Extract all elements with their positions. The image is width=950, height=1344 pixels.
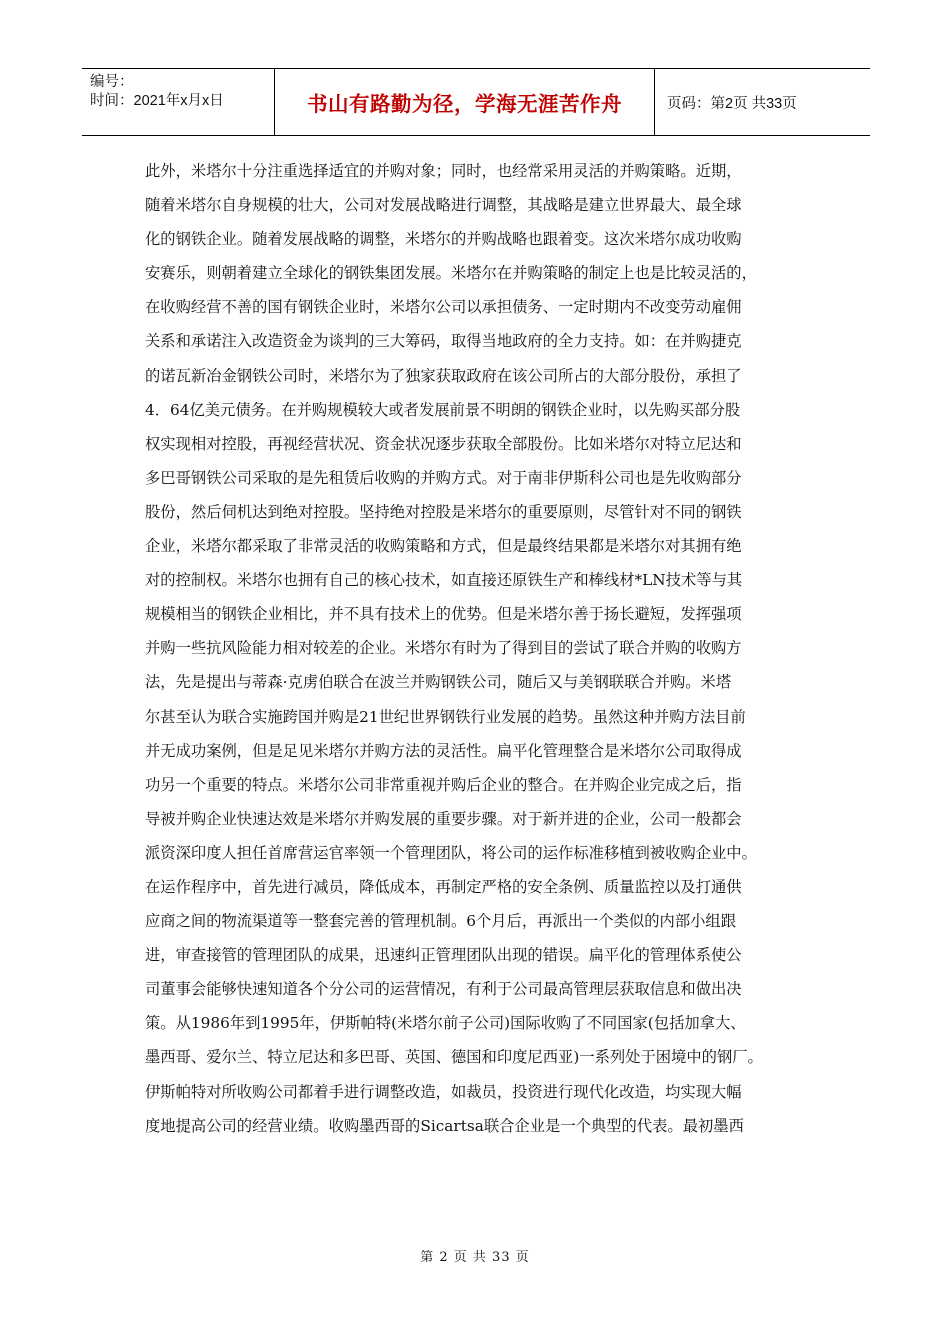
body-line-text: 策。从1986年到1995年，伊斯帕特(米塔尔前子公司)国际收购了不同国家(包括加拿大、 — [145, 1014, 746, 1033]
body-line-text: 度地提高公司的经营业绩。收购墨西哥的Sicartsa联合企业是一个典型的代表。最初墨西 — [145, 1116, 744, 1135]
body-line-text: 司董事会能够快速知道各个分公司的运营情况，有利于公司最高管理层获取信息和做出决 — [145, 980, 742, 999]
body-line-text: 权实现相对控股，再视经营状况、资金状况逐步获取全部股份。比如米塔尔对特立尼达和 — [145, 434, 742, 453]
body-line — [145, 359, 810, 393]
body-line-text: 在收购经营不善的国有钢铁企业时，米塔尔公司以承担债务、一定时期内不改变劳动雇佣 — [145, 298, 742, 317]
body-line-text: 导被并购企业快速达效是米塔尔并购发展的重要步骤。对于新并进的企业，公司一般都会 — [145, 809, 742, 828]
body-line — [145, 461, 810, 495]
body-line — [145, 972, 810, 1006]
body-line-text: 随着米塔尔自身规模的壮大，公司对发展战略进行调整，其战略是建立世界最大、最全球 — [145, 196, 742, 215]
document-time-label: 时间：2021年x月x日 — [90, 93, 224, 109]
body-line — [145, 1006, 810, 1040]
header-page-info: 页码：第2页 共33页 — [667, 95, 797, 112]
body-line-text: 企业，米塔尔都采取了非常灵活的收购策略和方式，但是最终结果都是米塔尔对其拥有绝 — [145, 537, 742, 556]
body-line-text: 安赛乐，则朝着建立全球化的钢铁集团发展。米塔尔在并购策略的制定上也是比较灵活的， — [145, 264, 757, 283]
body-text — [145, 154, 810, 1143]
header-page-cell — [655, 69, 870, 135]
body-line-text: 化的钢铁企业。随着发展战略的调整，米塔尔的并购战略也跟着变。这次米塔尔成功收购 — [145, 230, 742, 249]
body-line — [145, 802, 810, 836]
header-meta-cell — [82, 69, 275, 135]
body-line — [145, 938, 810, 972]
body-line-text: 规模相当的钢铁企业相比，并不具有技术上的优势。但是米塔尔善于扬长避短，发挥强项 — [145, 605, 742, 624]
body-line — [145, 631, 810, 665]
body-line — [145, 529, 810, 563]
body-line-text: 法，先是提出与蒂森·克虏伯联合在波兰并购钢铁公司，随后又与美钢联联合并购。米塔 — [145, 673, 732, 692]
body-line-text: 此外，米塔尔十分注重选择适宜的并购对象；同时，也经常采用灵活的并购策略。近期， — [145, 162, 742, 180]
page-footer — [0, 1246, 950, 1265]
page-header-table — [82, 68, 870, 136]
body-line-text: 并购一些抗风险能力相对较差的企业。米塔尔有时为了得到目的尝试了联合并购的收购方 — [145, 639, 742, 658]
body-line-text: 股份，然后伺机达到绝对控股。坚持绝对控股是米塔尔的重要原则，尽管针对不同的钢铁 — [145, 502, 742, 521]
body-line — [145, 154, 810, 188]
body-line — [145, 1109, 810, 1143]
body-line-text: 4．64亿美元债务。在并购规模较大或者发展前景不明朗的钢铁企业时，以先购买部分股 — [145, 400, 741, 419]
body-line-text: 关系和承诺注入改造资金为谈判的三大筹码，取得当地政府的全力支持。如：在并购捷克 — [145, 332, 742, 351]
body-line — [145, 563, 810, 597]
body-line — [145, 836, 810, 870]
body-line — [145, 1075, 810, 1109]
footer-page-number: 第 2 页 共 33 页 — [420, 1250, 530, 1265]
body-line-text: 并无成功案例，但是足见米塔尔并购方法的灵活性。扁平化管理整合是米塔尔公司取得成 — [145, 741, 742, 760]
body-line-text: 对的控制权。米塔尔也拥有自己的核心技术，如直接还原铁生产和棒线材*LN技术等与其 — [145, 571, 743, 590]
body-line — [145, 495, 810, 529]
body-line — [145, 904, 810, 938]
body-line-text: 伊斯帕特对所收购公司都着手进行调整改造，如裁员，投资进行现代化改造，均实现大幅 — [145, 1082, 742, 1101]
body-line-text: 多巴哥钢铁公司采取的是先租赁后收购的并购方式。对于南非伊斯科公司也是先收购部分 — [145, 468, 742, 487]
body-line — [145, 290, 810, 324]
body-line — [145, 1040, 810, 1074]
body-line-text: 墨西哥、爱尔兰、特立尼达和多巴哥、英国、德国和印度尼西亚)一系列处于困境中的钢厂。 — [145, 1048, 763, 1067]
body-line — [145, 665, 810, 699]
body-line-text: 在运作程序中，首先进行减员，降低成本，再制定严格的安全条例、质量监控以及打通供 — [145, 877, 742, 896]
body-line-text: 应商之间的物流渠道等一整套完善的管理机制。6个月后，再派出一个类似的内部小组跟 — [145, 912, 737, 931]
header-motto: 书山有路勤为径，学海无涯苦作舟 — [307, 92, 622, 116]
body-line — [145, 188, 810, 222]
body-line — [145, 768, 810, 802]
body-line — [145, 870, 810, 904]
body-line — [145, 597, 810, 631]
body-line — [145, 393, 810, 427]
body-line — [145, 256, 810, 290]
body-line — [145, 734, 810, 768]
body-line — [145, 700, 810, 734]
body-line — [145, 427, 810, 461]
body-line-text: 派资深印度人担任首席营运官率领一个管理团队，将公司的运作标准移植到被收购企业中。 — [145, 843, 757, 862]
body-line — [145, 222, 810, 256]
body-line-text: 尔甚至认为联合实施跨国并购是21世纪世界钢铁行业发展的趋势。虽然这种并购方法目前 — [145, 707, 746, 726]
body-line-text: 功另一个重要的特点。米塔尔公司非常重视并购后企业的整合。在并购企业完成之后，指 — [145, 775, 742, 794]
body-line — [145, 324, 810, 358]
document-number-label: 编号： — [90, 74, 134, 90]
body-line-text: 的诺瓦新冶金钢铁公司时，米塔尔为了独家获取政府在该公司所占的大部分股份，承担了 — [145, 366, 742, 385]
header-motto-cell — [275, 69, 655, 135]
body-line-text: 进，审查接管的管理团队的成果，迅速纠正管理团队出现的错误。扁平化的管理体系使公 — [145, 946, 742, 965]
